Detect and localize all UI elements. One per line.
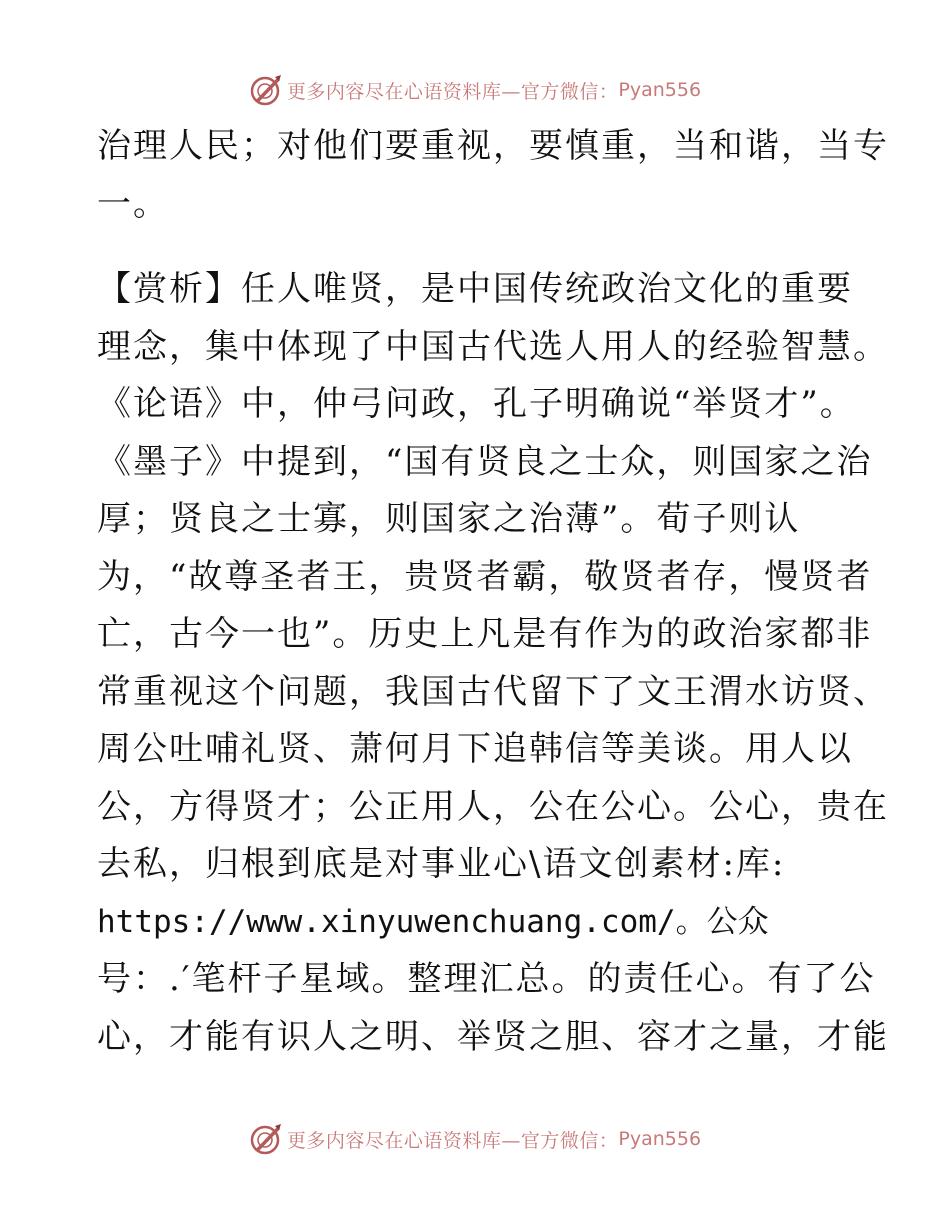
banner-text: 更多内容尽在心语资料库—官方微信： xyxy=(286,1129,619,1152)
header-banner xyxy=(0,70,950,110)
text-line: 亡，古今一也”。历史上凡是有作为的政治家都非 xyxy=(97,614,873,654)
banner-text: 更多内容尽在心语资料库—官方微信： xyxy=(286,80,619,103)
text-line: 《论语》中，仲弓问政，孔子明确说“举贤才”。 xyxy=(97,384,856,424)
paragraph-1 xyxy=(97,118,889,233)
text-line: 公，方得贤才；公正用人，公在公心。公心，贵在 xyxy=(97,786,889,827)
logo-icon xyxy=(249,1122,283,1156)
text-line: 治理人民；对他们要重视，要慎重，当和谐，当专 xyxy=(97,126,889,166)
text-line: 周公吐哺礼贤、萧何月下追韩信等美谈。用人以 xyxy=(97,729,853,769)
banner-wechat-id: Pyan556 xyxy=(618,79,702,101)
footer-banner xyxy=(0,1119,950,1159)
paragraph-gap xyxy=(97,233,857,261)
text-line: 理念，集中体现了中国古代选人用人的经验智慧。 xyxy=(97,326,889,367)
text-line: 去私，归根到底是对事业心\语文创素材:库: xyxy=(97,844,786,884)
text-line: 厚；贤良之士寡，则国家之治薄”。荀子则认 xyxy=(97,499,801,539)
url-line: https://www.xinyuwenchuang.com/。公众 xyxy=(97,903,769,940)
logo-icon xyxy=(249,73,283,107)
banner-wechat-id: Pyan556 xyxy=(618,1128,702,1150)
paragraph-2 xyxy=(97,261,889,1066)
text-line: 《墨子》中提到，“国有贤良之士众，则国家之治 xyxy=(97,441,873,482)
text-line: 为，“故尊圣者王，贵贤者霸，敬贤者存，慢贤者 xyxy=(97,556,873,597)
text-line: 一。 xyxy=(97,183,169,224)
document-body xyxy=(97,118,889,1066)
text-line: 号：.′笔杆子星域。整理汇总。的责任心。有了公 xyxy=(97,959,876,999)
text-line: 【赏析】任人唯贤，是中国传统政治文化的重要 xyxy=(97,269,853,309)
text-line: 心，才能有识人之明、举贤之胆、容才之量，才能 xyxy=(97,1016,889,1057)
text-line: 常重视这个问题，我国古代留下了文王渭水访贤、 xyxy=(97,671,889,712)
